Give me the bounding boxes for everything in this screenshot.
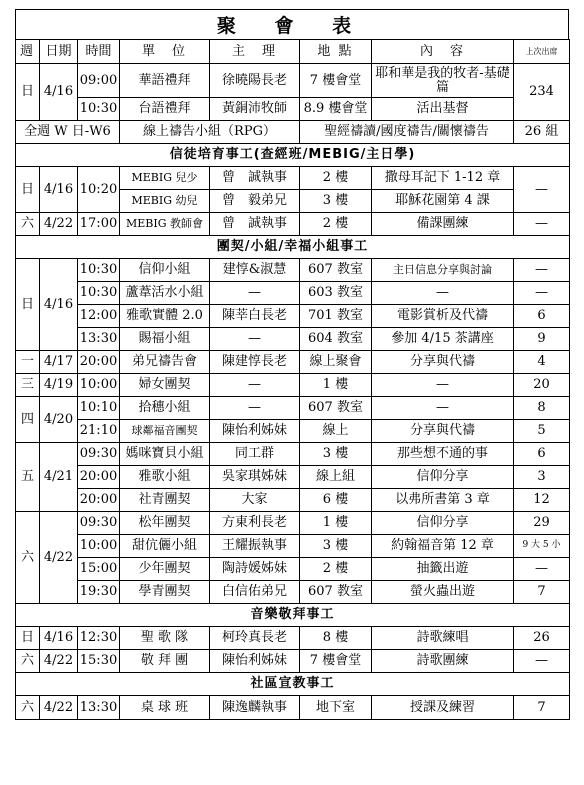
date-cell: 4/17 — [40, 351, 78, 374]
date-cell: 4/19 — [40, 374, 78, 397]
time-cell: 09:30 — [78, 512, 120, 535]
attendance-cell: 6 — [514, 443, 570, 466]
host-cell: 陳怡利姊妹 — [210, 420, 300, 443]
place-cell: 6 樓 — [300, 489, 372, 512]
table-row — [16, 98, 570, 121]
content-cell: 撒母耳記下 1-12 章 — [372, 167, 514, 190]
content-cell: 授課及練習 — [372, 696, 514, 720]
unit-cell: 少年團契 — [120, 558, 210, 581]
day-cell: 日 — [16, 167, 40, 213]
time-cell: 20:00 — [78, 466, 120, 489]
place-cell: 線上組 — [300, 466, 372, 489]
page-title: 聚 會 表 — [15, 9, 569, 39]
day-cell: 六 — [16, 650, 40, 673]
content-cell: 那些想不通的事 — [372, 443, 514, 466]
place-cell: 604 教室 — [300, 328, 372, 351]
attendance-cell: 3 — [514, 466, 570, 489]
content-cell: 抽籤出遊 — [372, 558, 514, 581]
host-cell: 陳建惇長老 — [210, 351, 300, 374]
host-cell: 柯玲真長老 — [210, 627, 300, 650]
place-cell: 2 樓 — [300, 213, 372, 236]
section-header — [16, 144, 570, 167]
content-cell: 主日信息分享與討論 — [372, 259, 514, 282]
attendance-cell: 8 — [514, 397, 570, 420]
host-cell: 大家 — [210, 489, 300, 512]
table-row — [16, 627, 570, 650]
schedule-sheet — [15, 9, 569, 720]
unit-cell: 信仰小組 — [120, 259, 210, 282]
attendance-cell: 234 — [514, 64, 570, 121]
unit-cell: 聖 歌 隊 — [120, 627, 210, 650]
header-time: 時間 — [78, 40, 120, 64]
prayer-label: 全週 W 日-W6 — [16, 121, 120, 144]
unit-cell: 台語禮拜 — [120, 98, 210, 121]
header-date: 日期 — [40, 40, 78, 64]
content-cell: 螢火蟲出遊 — [372, 581, 514, 604]
host-cell: 徐曉陽長老 — [210, 64, 300, 98]
unit-cell: 甜伉儷小組 — [120, 535, 210, 558]
table-row — [16, 64, 570, 98]
place-cell: 607 教室 — [300, 397, 372, 420]
section-header — [16, 673, 570, 696]
attendance-cell: — — [514, 282, 570, 305]
host-cell: — — [210, 397, 300, 420]
header-unit: 單 位 — [120, 40, 210, 64]
attendance-cell: 7 — [514, 581, 570, 604]
unit-cell: 弟兄禱告會 — [120, 351, 210, 374]
table-row — [16, 397, 570, 420]
place-cell: 8 樓 — [300, 627, 372, 650]
table-row — [16, 282, 570, 305]
place-cell: 3 樓 — [300, 443, 372, 466]
unit-cell: MEBIG 幼兒 — [120, 190, 210, 213]
host-cell: 陳怡利姊妹 — [210, 650, 300, 673]
table-row — [16, 581, 570, 604]
section-outreach-title: 社區宣教事工 — [16, 673, 570, 696]
content-cell: 以弗所書第 3 章 — [372, 489, 514, 512]
table-row — [16, 696, 570, 720]
host-cell: 吳家琪姊妹 — [210, 466, 300, 489]
section-header — [16, 236, 570, 259]
prayer-unit: 線上禱告小組（RPG） — [120, 121, 300, 144]
section-groups-title: 團契/小組/幸福小組事工 — [16, 236, 570, 259]
time-cell: 17:00 — [78, 213, 120, 236]
place-cell: 線上聚會 — [300, 351, 372, 374]
time-cell: 13:30 — [78, 696, 120, 720]
table-row — [16, 121, 570, 144]
prayer-content: 聖經禱讀/國度禱告/關懷禱告 — [300, 121, 514, 144]
host-cell: 曾 誠執事 — [210, 213, 300, 236]
content-cell: 信仰分享 — [372, 466, 514, 489]
place-cell: 3 樓 — [300, 190, 372, 213]
attendance-cell: — — [514, 650, 570, 673]
unit-cell: MEBIG 兒少 — [120, 167, 210, 190]
time-cell: 10:30 — [78, 98, 120, 121]
table-row — [16, 259, 570, 282]
place-cell: 地下室 — [300, 696, 372, 720]
day-cell: 日 — [16, 259, 40, 351]
attendance-cell: 12 — [514, 489, 570, 512]
host-cell: 同工群 — [210, 443, 300, 466]
host-cell: 白信佑弟兄 — [210, 581, 300, 604]
time-cell: 10:30 — [78, 282, 120, 305]
date-cell: 4/20 — [40, 397, 78, 443]
table-row — [16, 512, 570, 535]
schedule-table — [15, 39, 570, 720]
date-cell: 4/22 — [40, 512, 78, 604]
host-cell: 曾 誠執事 — [210, 167, 300, 190]
place-cell: 7 樓會堂 — [300, 650, 372, 673]
host-cell: — — [210, 282, 300, 305]
content-cell: 電影賞析及代禱 — [372, 305, 514, 328]
day-cell: 六 — [16, 213, 40, 236]
date-cell: 4/16 — [40, 167, 78, 213]
date-cell: 4/22 — [40, 213, 78, 236]
place-cell: 607 教室 — [300, 259, 372, 282]
place-cell: 7 樓會堂 — [300, 64, 372, 98]
table-row — [16, 489, 570, 512]
table-row — [16, 650, 570, 673]
attendance-cell: — — [514, 213, 570, 236]
content-cell: — — [372, 374, 514, 397]
attendance-cell: 9 — [514, 328, 570, 351]
unit-cell: 松年團契 — [120, 512, 210, 535]
table-row — [16, 420, 570, 443]
table-row — [16, 328, 570, 351]
date-cell: 4/16 — [40, 259, 78, 351]
unit-cell: 婦女團契 — [120, 374, 210, 397]
place-cell: 1 樓 — [300, 374, 372, 397]
time-cell: 10:30 — [78, 259, 120, 282]
unit-cell: 學青團契 — [120, 581, 210, 604]
place-cell: 1 樓 — [300, 512, 372, 535]
place-cell: 607 教室 — [300, 581, 372, 604]
table-row — [16, 351, 570, 374]
attendance-cell: 29 — [514, 512, 570, 535]
content-cell: 詩歌團練 — [372, 650, 514, 673]
time-cell: 10:10 — [78, 397, 120, 420]
content-cell: 分享與代禱 — [372, 351, 514, 374]
header-attendance: 上次出席 — [514, 40, 570, 64]
content-cell: 分享與代禱 — [372, 420, 514, 443]
host-cell: 黃銅沛牧師 — [210, 98, 300, 121]
table-row — [16, 167, 570, 190]
unit-cell: 蘆葦活水小組 — [120, 282, 210, 305]
host-cell: 王耀振執事 — [210, 535, 300, 558]
unit-cell: MEBIG 教師會 — [120, 213, 210, 236]
host-cell: 方東利長老 — [210, 512, 300, 535]
table-row — [16, 558, 570, 581]
time-cell: 20:00 — [78, 489, 120, 512]
time-cell: 15:30 — [78, 650, 120, 673]
unit-cell: 賜福小組 — [120, 328, 210, 351]
content-cell: 耶穌花園第 4 課 — [372, 190, 514, 213]
content-cell: — — [372, 397, 514, 420]
date-cell: 4/21 — [40, 443, 78, 512]
content-cell: 信仰分享 — [372, 512, 514, 535]
table-row — [16, 213, 570, 236]
date-cell: 4/22 — [40, 650, 78, 673]
attendance-cell: 26 組 — [514, 121, 570, 144]
place-cell: 701 教室 — [300, 305, 372, 328]
time-cell: 12:00 — [78, 305, 120, 328]
time-cell: 10:20 — [78, 167, 120, 213]
section-header — [16, 604, 570, 627]
content-cell: 參加 4/15 茶講座 — [372, 328, 514, 351]
attendance-cell: 26 — [514, 627, 570, 650]
attendance-cell: 7 — [514, 696, 570, 720]
date-cell: 4/22 — [40, 696, 78, 720]
attendance-cell: 9 大 5 小 — [514, 535, 570, 558]
place-cell: 603 教室 — [300, 282, 372, 305]
unit-cell: 拾穗小組 — [120, 397, 210, 420]
day-cell: 日 — [16, 64, 40, 121]
host-cell: 陳逸麟執事 — [210, 696, 300, 720]
time-cell: 10:00 — [78, 374, 120, 397]
header-host: 主 理 — [210, 40, 300, 64]
unit-cell: 雅歌實體 2.0 — [120, 305, 210, 328]
place-cell: 8.9 樓會堂 — [300, 98, 372, 121]
attendance-cell: 4 — [514, 351, 570, 374]
table-row — [16, 443, 570, 466]
attendance-cell: 20 — [514, 374, 570, 397]
unit-cell: 桌 球 班 — [120, 696, 210, 720]
place-cell: 線上 — [300, 420, 372, 443]
day-cell: 六 — [16, 512, 40, 604]
time-cell: 12:30 — [78, 627, 120, 650]
time-cell: 09:30 — [78, 443, 120, 466]
day-cell: 四 — [16, 397, 40, 443]
time-cell: 19:30 — [78, 581, 120, 604]
day-cell: 一 — [16, 351, 40, 374]
date-cell: 4/16 — [40, 64, 78, 121]
host-cell: 陳莘白長老 — [210, 305, 300, 328]
host-cell: 陶詩媛姊妹 — [210, 558, 300, 581]
unit-cell: 球鄰福音團契 — [120, 420, 210, 443]
attendance-cell: 5 — [514, 420, 570, 443]
place-cell: 2 樓 — [300, 558, 372, 581]
header-row — [16, 40, 570, 64]
table-row — [16, 374, 570, 397]
time-cell: 10:00 — [78, 535, 120, 558]
unit-cell: 華語禮拜 — [120, 64, 210, 98]
time-cell: 15:00 — [78, 558, 120, 581]
day-cell: 日 — [16, 627, 40, 650]
content-cell: 耶和華是我的牧者-基礎篇 — [372, 64, 514, 98]
date-cell: 4/16 — [40, 627, 78, 650]
unit-cell: 媽咪寶貝小組 — [120, 443, 210, 466]
section-music-title: 音樂敬拜事工 — [16, 604, 570, 627]
place-cell: 2 樓 — [300, 167, 372, 190]
content-cell: — — [372, 282, 514, 305]
attendance-cell: 6 — [514, 305, 570, 328]
unit-cell: 雅歌小組 — [120, 466, 210, 489]
attendance-cell: — — [514, 167, 570, 213]
table-row — [16, 466, 570, 489]
content-cell: 備課團練 — [372, 213, 514, 236]
attendance-cell: — — [514, 558, 570, 581]
unit-cell: 社青團契 — [120, 489, 210, 512]
place-cell: 3 樓 — [300, 535, 372, 558]
attendance-cell: — — [514, 259, 570, 282]
header-content: 內 容 — [372, 40, 514, 64]
host-cell: — — [210, 374, 300, 397]
section-training-title: 信徒培育事工(查經班/MEBIG/主日學) — [16, 144, 570, 167]
time-cell: 20:00 — [78, 351, 120, 374]
content-cell: 活出基督 — [372, 98, 514, 121]
time-cell: 09:00 — [78, 64, 120, 98]
day-cell: 五 — [16, 443, 40, 512]
unit-cell: 敬 拜 團 — [120, 650, 210, 673]
host-cell: — — [210, 328, 300, 351]
table-row — [16, 535, 570, 558]
header-place: 地 點 — [300, 40, 372, 64]
header-week: 週 — [16, 40, 40, 64]
day-cell: 六 — [16, 696, 40, 720]
time-cell: 21:10 — [78, 420, 120, 443]
content-cell: 約翰福音第 12 章 — [372, 535, 514, 558]
content-cell: 詩歌練唱 — [372, 627, 514, 650]
day-cell: 三 — [16, 374, 40, 397]
table-row — [16, 305, 570, 328]
host-cell: 曾 毅弟兄 — [210, 190, 300, 213]
time-cell: 13:30 — [78, 328, 120, 351]
host-cell: 建惇&淑慧 — [210, 259, 300, 282]
